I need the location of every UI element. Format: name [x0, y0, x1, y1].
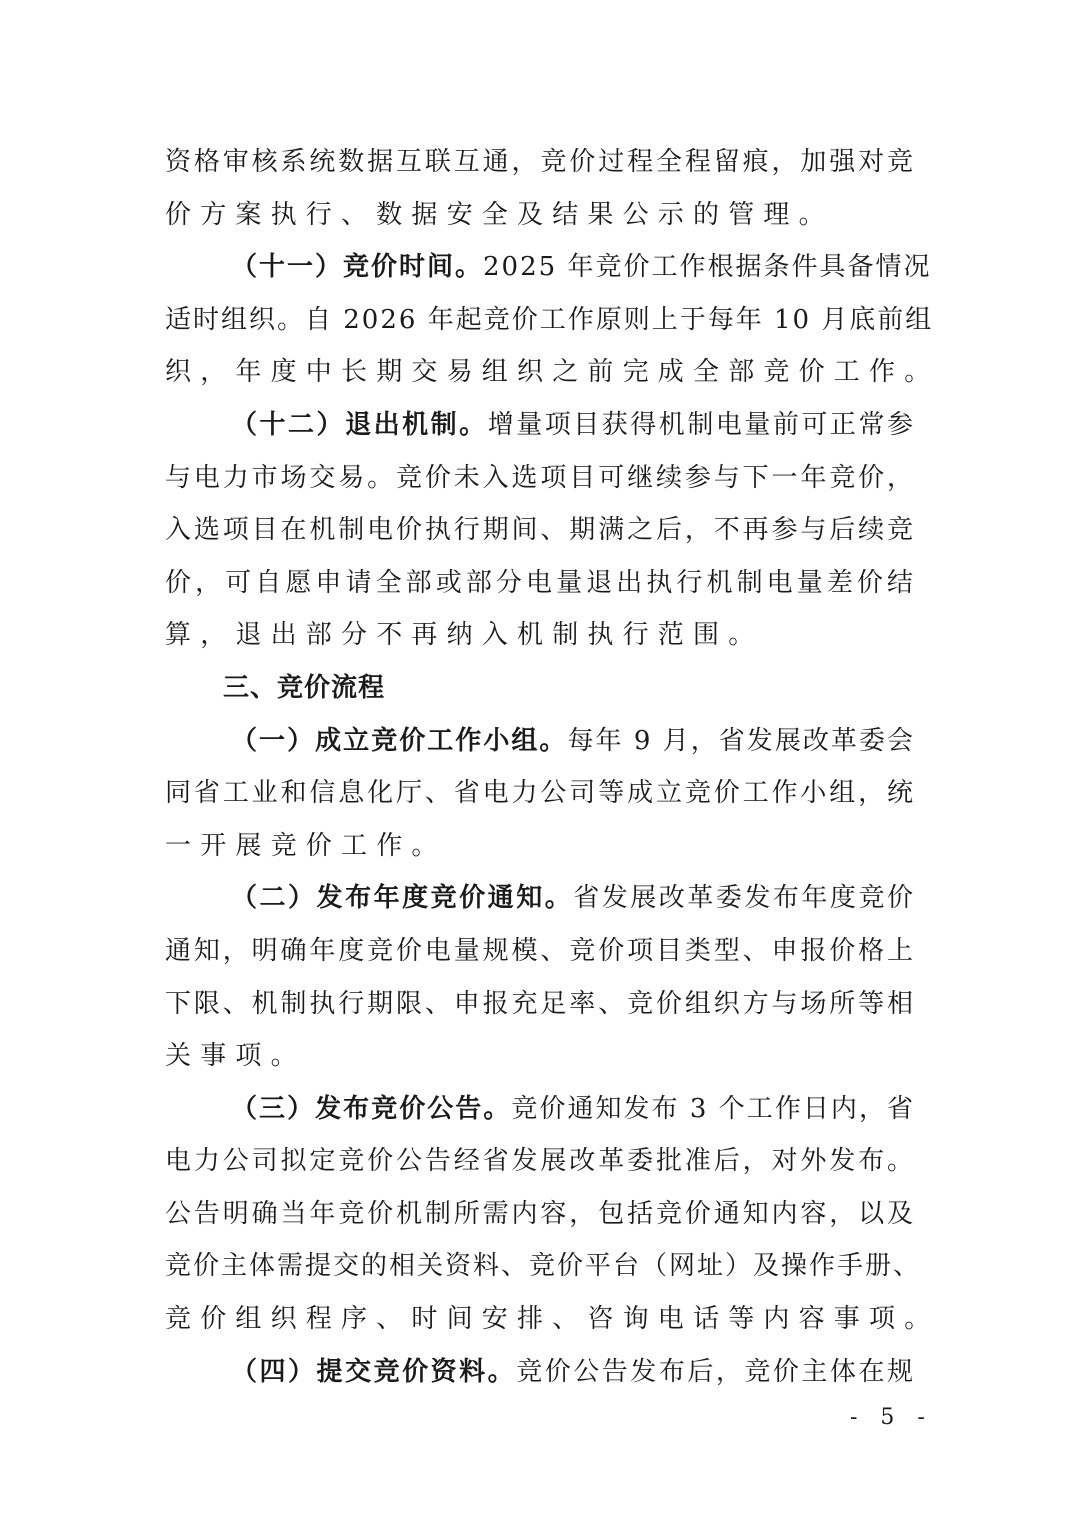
document-body: [165, 136, 940, 1398]
clause-title: （四）提交竞价资料。: [231, 1356, 517, 1387]
text-line: [165, 189, 915, 242]
text-line: [165, 504, 915, 557]
line-text: 关事项。: [165, 1041, 306, 1072]
text-line: [165, 294, 934, 347]
text-line: [165, 925, 915, 978]
text-line: [165, 872, 915, 925]
line-text: 适时组织。自 2026 年起竞价工作原则上于每年 10 月底前组: [165, 304, 934, 335]
text-line: [165, 136, 915, 189]
text-line: [165, 1188, 915, 1241]
line-text: 算，退出部分不再纳入机制执行范围。: [165, 620, 764, 651]
line-text: 竞价组织程序、时间安排、咨询电话等内容事项。: [165, 1304, 940, 1335]
page-number: - 5 -: [850, 1405, 933, 1430]
line-text: 下限、机制执行期限、申报充足率、竞价组织方与场所等相: [165, 988, 915, 1019]
line-text: 资格审核系统数据互联互通，竞价过程全程留痕，加强对竞: [165, 147, 915, 177]
line-text: 竞价主体需提交的相关资料、竞价平台（网址）及操作手册、: [165, 1251, 922, 1282]
line-text: 增量项目获得机制电量前可正常参: [487, 409, 915, 440]
text-line: [165, 452, 915, 505]
text-line: [165, 820, 915, 873]
line-text: 竞价公告发布后，竞价主体在规: [516, 1356, 915, 1387]
clause-title: （十一）竞价时间。: [231, 252, 484, 283]
line-text: 2025 年竞价工作根据条件具备情况: [483, 252, 932, 283]
line-text: 电力公司拟定竞价公告经省发展改革委批准后，对外发布。: [165, 1146, 915, 1177]
line-text: 同省工业和信息化厅、省电力公司等成立竞价工作小组，统: [165, 778, 915, 809]
text-line: [165, 715, 915, 768]
line-text: 与电力市场交易。竞价未入选项目可继续参与下一年竞价，: [165, 462, 915, 493]
line-text: 通知，明确年度竞价电量规模、竞价项目类型、申报价格上: [165, 935, 915, 966]
text-line: [165, 767, 915, 820]
text-line: [165, 399, 915, 452]
clause-title: （一）成立竞价工作小组。: [231, 725, 568, 756]
section-heading: 三、竞价流程: [223, 672, 386, 703]
clause-title: （三）发布竞价公告。: [231, 1093, 512, 1124]
text-line: [165, 1030, 915, 1083]
text-line: [165, 1240, 922, 1293]
line-text: 织，年度中长期交易组织之前完成全部竞价工作。: [165, 357, 940, 388]
clause-title: （十二）退出机制。: [231, 409, 488, 440]
line-text: 公告明确当年竞价机制所需内容，包括竞价通知内容，以及: [165, 1198, 915, 1229]
text-line: [165, 609, 915, 662]
clause-title: （二）发布年度竞价通知。: [231, 883, 574, 914]
text-line: [165, 1083, 915, 1136]
text-line: [165, 1293, 940, 1346]
line-text: 一开展竞价工作。: [165, 830, 447, 861]
text-line: [165, 978, 915, 1031]
line-text: 价方案执行、数据安全及结果公示的管理。: [165, 199, 834, 230]
line-text: 省发展改革委发布年度竞价: [573, 883, 915, 914]
text-line: [165, 557, 915, 610]
line-text: 竞价通知发布 3 个工作日内，省: [511, 1093, 915, 1124]
line-text: 价，可自愿申请全部或部分电量退出执行机制电量差价结: [165, 567, 915, 598]
line-text: 入选项目在机制电价执行期间、期满之后，不再参与后续竞: [165, 515, 915, 546]
text-line: [165, 346, 940, 399]
text-line: [165, 1346, 915, 1399]
text-line: [165, 1135, 915, 1188]
text-line: [165, 241, 932, 294]
line-text: 每年 9 月，省发展改革委会: [567, 725, 915, 756]
